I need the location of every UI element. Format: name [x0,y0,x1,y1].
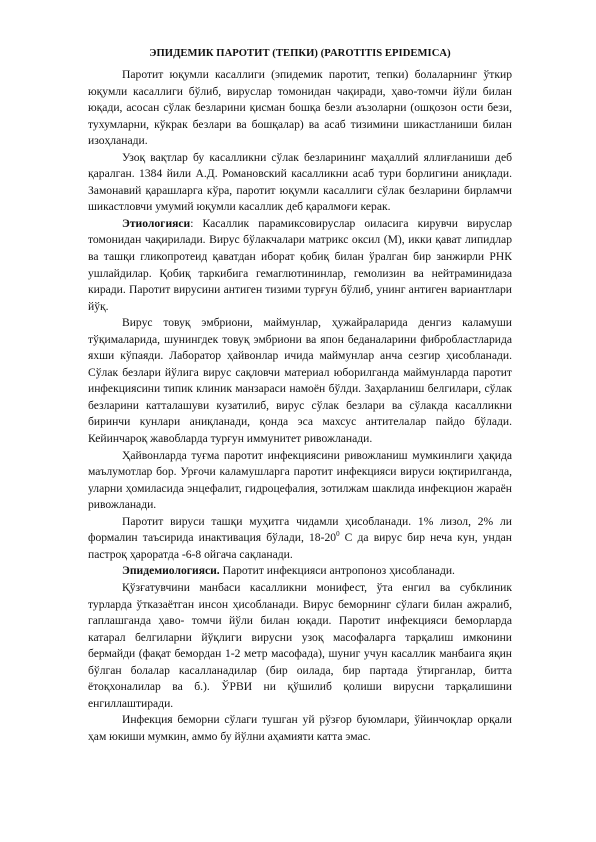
etiology-heading: Этиологияси [122,216,191,230]
paragraph-etiology [88,216,512,315]
paragraph-virus-cultivation: Вирус товуқ эмбриони, маймунлар, ҳужайраларида денгиз каламуши тўқималарида, шунингдек товуқ эмбриони ва япон беданаларини фибробластларида яхши кўпаяди. Лаборатор ҳайвонлар ичида маймунлар анча сезгир ҳисобланади. Сўлак безлари йўлига вирус сақловчи материал юборилганда маймунларда паротит инфекциясини типик клиник манзараси намоён бўлди. Заҳарланиш белгилари, сўлак безларини катталашуви кузатилиб, вирус сўлак безлари ва сўлакда касалликни биринчи кунлари аниқланади, қонда эса махсус антителалар пайдо бўлади. Кейинчароқ жавобларда турғун иммунитет ривожланади. [88,316,512,446]
paragraph-epidemiology [88,563,512,580]
paragraph-definition: Паротит юқумли касаллиги (эпидемик паротит, тепки) болаларнинг ўткир юқумли касаллиги бўлиб, вируслар томонидан чақиради, ҳаво-томчи йўли билан юқади, асосан сўлак безларини қисман бошқа безли аъзоларни (ошқозон ости бези, тухумларни, кўкрак безлари ва бошқалар) ва асаб тизимини шикастланиши билан изоҳланади. [88,68,512,148]
epidemiology-text: Паротит инфекцияси антропоноз ҳисобланади. [219,564,455,578]
document-title: ЭПИДЕМИК ПАРОТИТ (ТЕПКИ) (PAROTITIS EPIDEMICA) [149,48,451,59]
degree-superscript: 0 [336,530,340,539]
epidemiology-heading: Эпидемиологияси. [122,564,220,578]
etiology-text: : Касаллик парамиксовируслар оиласига кирувчи вируслар томонидан чақирилади. Вирус бўлакчалари матрикс оксил (М), икки қават липидлар ва ташқи гликопротеид қаватдан иборат қобиқ билан ўралган бир занжирли РНК ушлайдилар. Қобиқ таркибига гемаглютининлар, гемолизин ва нейтраминидаза киради. Паротит вирусини антиген тизими турғун бўлиб, унинг антиген вариантлари йўқ. [88,216,512,313]
paragraph-congenital-infection: Ҳайвонларда туғма паротит инфекциясини ривожланиш мумкинлиги ҳақида маълумотлар бор. Урғочи каламушларга паротит инфекцияси вируси юқтирилганда, уларни ҳомиласида энцефалит, гидроцефалия, зотилжам шаклида инфекцион жараён ривожланади. [88,448,512,512]
paragraph-source: Қўзғатувчини манбаси касалликни монифест, ўта енгил ва субклиник турларда ўтказаётган инсон ҳисобланади. Вирус беморнинг сўлаги билан ажралиб, гаплашганда ҳаво- томчи йўли билан юқади. Паротит инфекцияси беморларда катарал белгиларни йўқлиги вирусни узоқ масофаларга тарқалиш имконини бермайди (фақат бемордан 1-2 метр масофада), шуниг учун касаллик манбаига яқин бўлган болалар касалланадилар (бир оилада, бир партада ўтирганлар, битта ётоқхоналилар ва б.). ЎРВИ ни қўшилиб қолиши вирусни тарқалишини енгиллаштиради. [88,580,512,710]
paragraph-resistance [88,514,512,564]
paragraph-history: Узоқ вақтлар бу касалликни сўлак безларининг маҳаллий яллиғланиши деб қаралган. 1384 йили А.Д. Романовский касалликни асаб тури борлигини аниқлади. Замонавий қарашларга кўра, паротит юқумли касаллиги сўлак безларини бирламчи шикастловчи умумий юқумли касаллик деб қаралмоғи керак. [88,150,512,214]
paragraph-transmission: Инфекция беморни сўлаги тушган уй рўзғор буюмлари, ўйинчоқлар орқали ҳам юкиши мумкин, аммо бу йўлни аҳамияти катта эмас. [88,713,512,743]
resistance-text-end: С да вирус бир неча кун, ундан пастроқ ҳароратда -6-8 ойгача сақланади. [88,531,513,561]
resistance-text-start: Паротит вируси ташқи муҳитга чидамли ҳисобланади. 1% лизол, 2% ли формалин таъсирида инактивация бўлади, 18-20 [88,514,512,545]
